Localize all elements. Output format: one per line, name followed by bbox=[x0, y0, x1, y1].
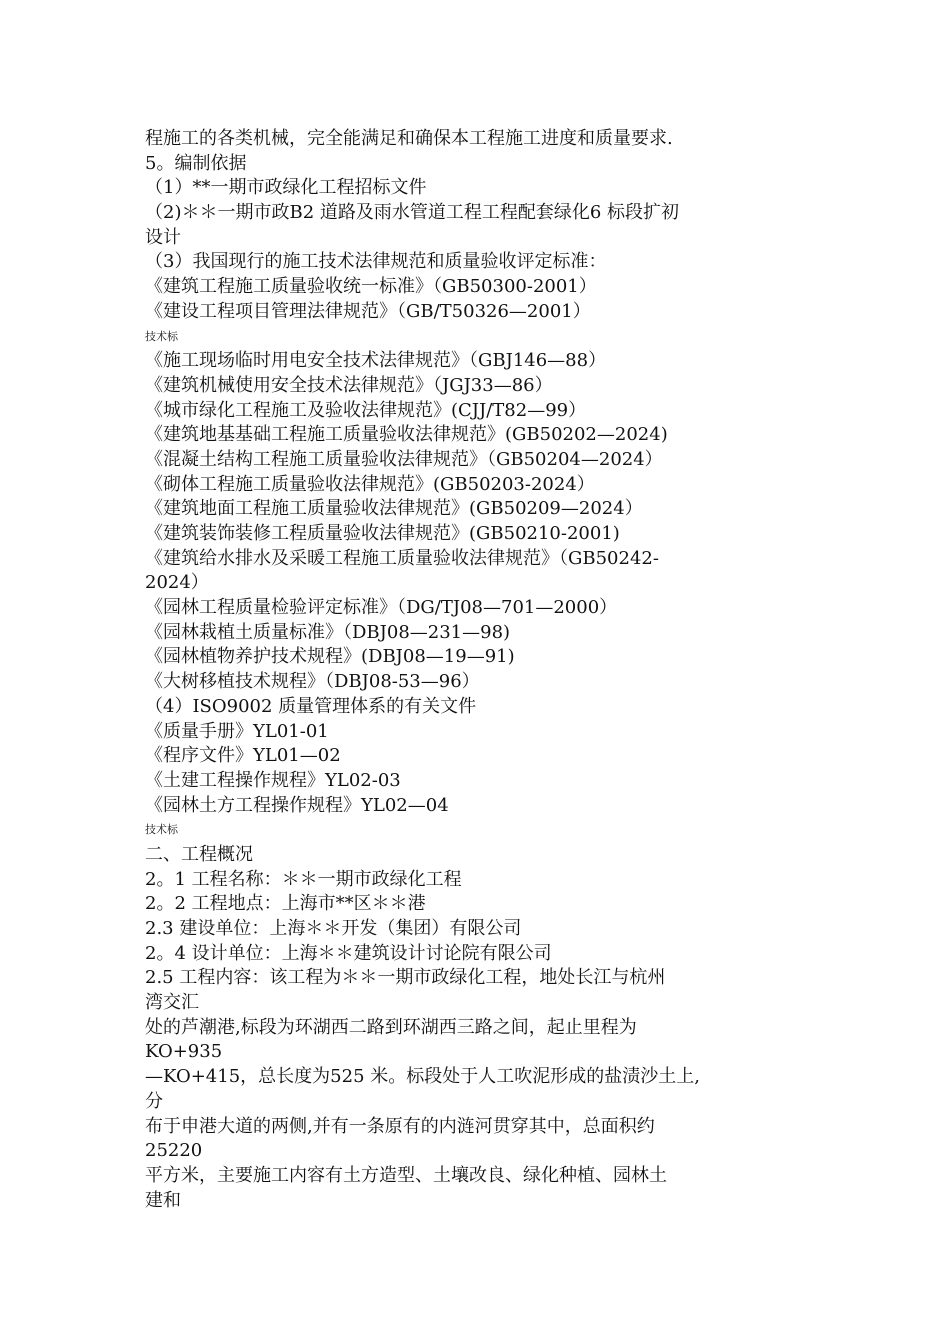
text-line: 2。4 设计单位：上海＊＊建筑设计讨论院有限公司 bbox=[145, 942, 552, 964]
text-line: 分 bbox=[145, 1090, 163, 1112]
text-line: 《质量手册》YL01-01 bbox=[145, 720, 329, 742]
text-line: —KO+415，总长度为525 米。标段处于人工吹泥形成的盐渍沙土上, bbox=[145, 1066, 700, 1088]
text-line: 《建筑给水排水及采暖工程施工质量验收法律规范》（GB50242- bbox=[145, 547, 659, 569]
text-line: 2。1 工程名称：＊＊一期市政绿化工程 bbox=[145, 868, 462, 890]
text-line: 《土建工程操作规程》YL02-03 bbox=[145, 769, 401, 791]
text-line: 湾交汇 bbox=[145, 992, 199, 1014]
text-line: 布于申港大道的两侧,并有一条原有的内涟河贯穿其中，总面积约 bbox=[145, 1115, 655, 1137]
text-line: 平方米，主要施工内容有土方造型、土壤改良、绿化种植、园林土 bbox=[145, 1164, 667, 1186]
text-line: 《程序文件》YL01—02 bbox=[145, 745, 341, 767]
text-line: 2.3 建设单位：上海＊＊开发（集团）有限公司 bbox=[145, 918, 522, 939]
text-line: 《砌体工程施工质量验收法律规范》(GB50203-2024） bbox=[145, 473, 595, 495]
text-line: 建和 bbox=[145, 1189, 181, 1211]
text-line: （2)＊＊一期市政B2 道路及雨水管道工程工程配套绿化6 标段扩初 bbox=[145, 202, 680, 224]
text-line: 《大树移植技术规程》（DBJ08-53—96） bbox=[145, 671, 480, 693]
text-line: 《建设工程项目管理法律规范》（GB/T50326—2001） bbox=[145, 300, 591, 322]
text-line: 《建筑装饰装修工程质量验收法律规范》(GB50210-2001) bbox=[145, 523, 620, 544]
text-line: 《园林土方工程操作规程》YL02—04 bbox=[145, 794, 449, 816]
document-page bbox=[145, 0, 805, 1344]
text-line: 《建筑机械使用安全技术法律规范》（JGJ33—86） bbox=[145, 374, 553, 396]
text-line: 二、工程概况 bbox=[145, 843, 253, 865]
document-body bbox=[145, 127, 805, 1213]
text-line: 2。2 工程地点：上海市**区＊＊港 bbox=[145, 893, 426, 915]
text-line: KO+935 bbox=[145, 1041, 223, 1063]
text-line: 《园林植物养护技术规程》(DBJ08—19—91) bbox=[145, 646, 515, 668]
text-line: （4）ISO9002 质量管理体系的有关文件 bbox=[145, 695, 477, 717]
text-line: 《建筑地基基础工程施工质量验收法律规范》(GB50202—2024) bbox=[145, 424, 668, 446]
text-line: 设计 bbox=[145, 226, 181, 248]
text-line: 处的芦潮港,标段为环湖西二路到环湖西三路之间，起止里程为 bbox=[145, 1016, 637, 1038]
page-header-label: 技术标 bbox=[145, 823, 178, 837]
page-header-label: 技术标 bbox=[145, 329, 178, 343]
text-line: 《建筑地面工程施工质量验收法律规范》(GB50209—2024） bbox=[145, 498, 643, 520]
text-line: 《施工现场临时用电安全技术法律规范》（GBJ146—88） bbox=[145, 350, 607, 372]
text-line: 程施工的各类机械，完全能满足和确保本工程施工进度和质量要求. bbox=[145, 128, 673, 149]
text-line: 2.5 工程内容：该工程为＊＊一期市政绿化工程，地处长江与杭州 bbox=[145, 967, 666, 989]
text-line: 《园林工程质量检验评定标准》（DG/TJ08—701—2000） bbox=[145, 597, 618, 619]
text-line: 《城市绿化工程施工及验收法律规范》(CJJ/T82—99） bbox=[145, 399, 587, 421]
text-line: 25220 bbox=[145, 1140, 203, 1162]
text-line: 2024） bbox=[145, 572, 209, 594]
text-line: （1）**一期市政绿化工程招标文件 bbox=[145, 177, 427, 199]
text-line: 《混凝土结构工程施工质量验收法律规范》（GB50204—2024） bbox=[145, 448, 663, 470]
text-line: 5。编制依据 bbox=[145, 152, 247, 174]
text-line: （3）我国现行的施工技术法律规范和质量验收评定标准： bbox=[145, 251, 607, 273]
text-line: 《园林栽植土质量标准》（DBJ08—231—98) bbox=[145, 621, 511, 643]
text-line: 《建筑工程施工质量验收统一标准》（GB50300-2001） bbox=[145, 276, 597, 298]
